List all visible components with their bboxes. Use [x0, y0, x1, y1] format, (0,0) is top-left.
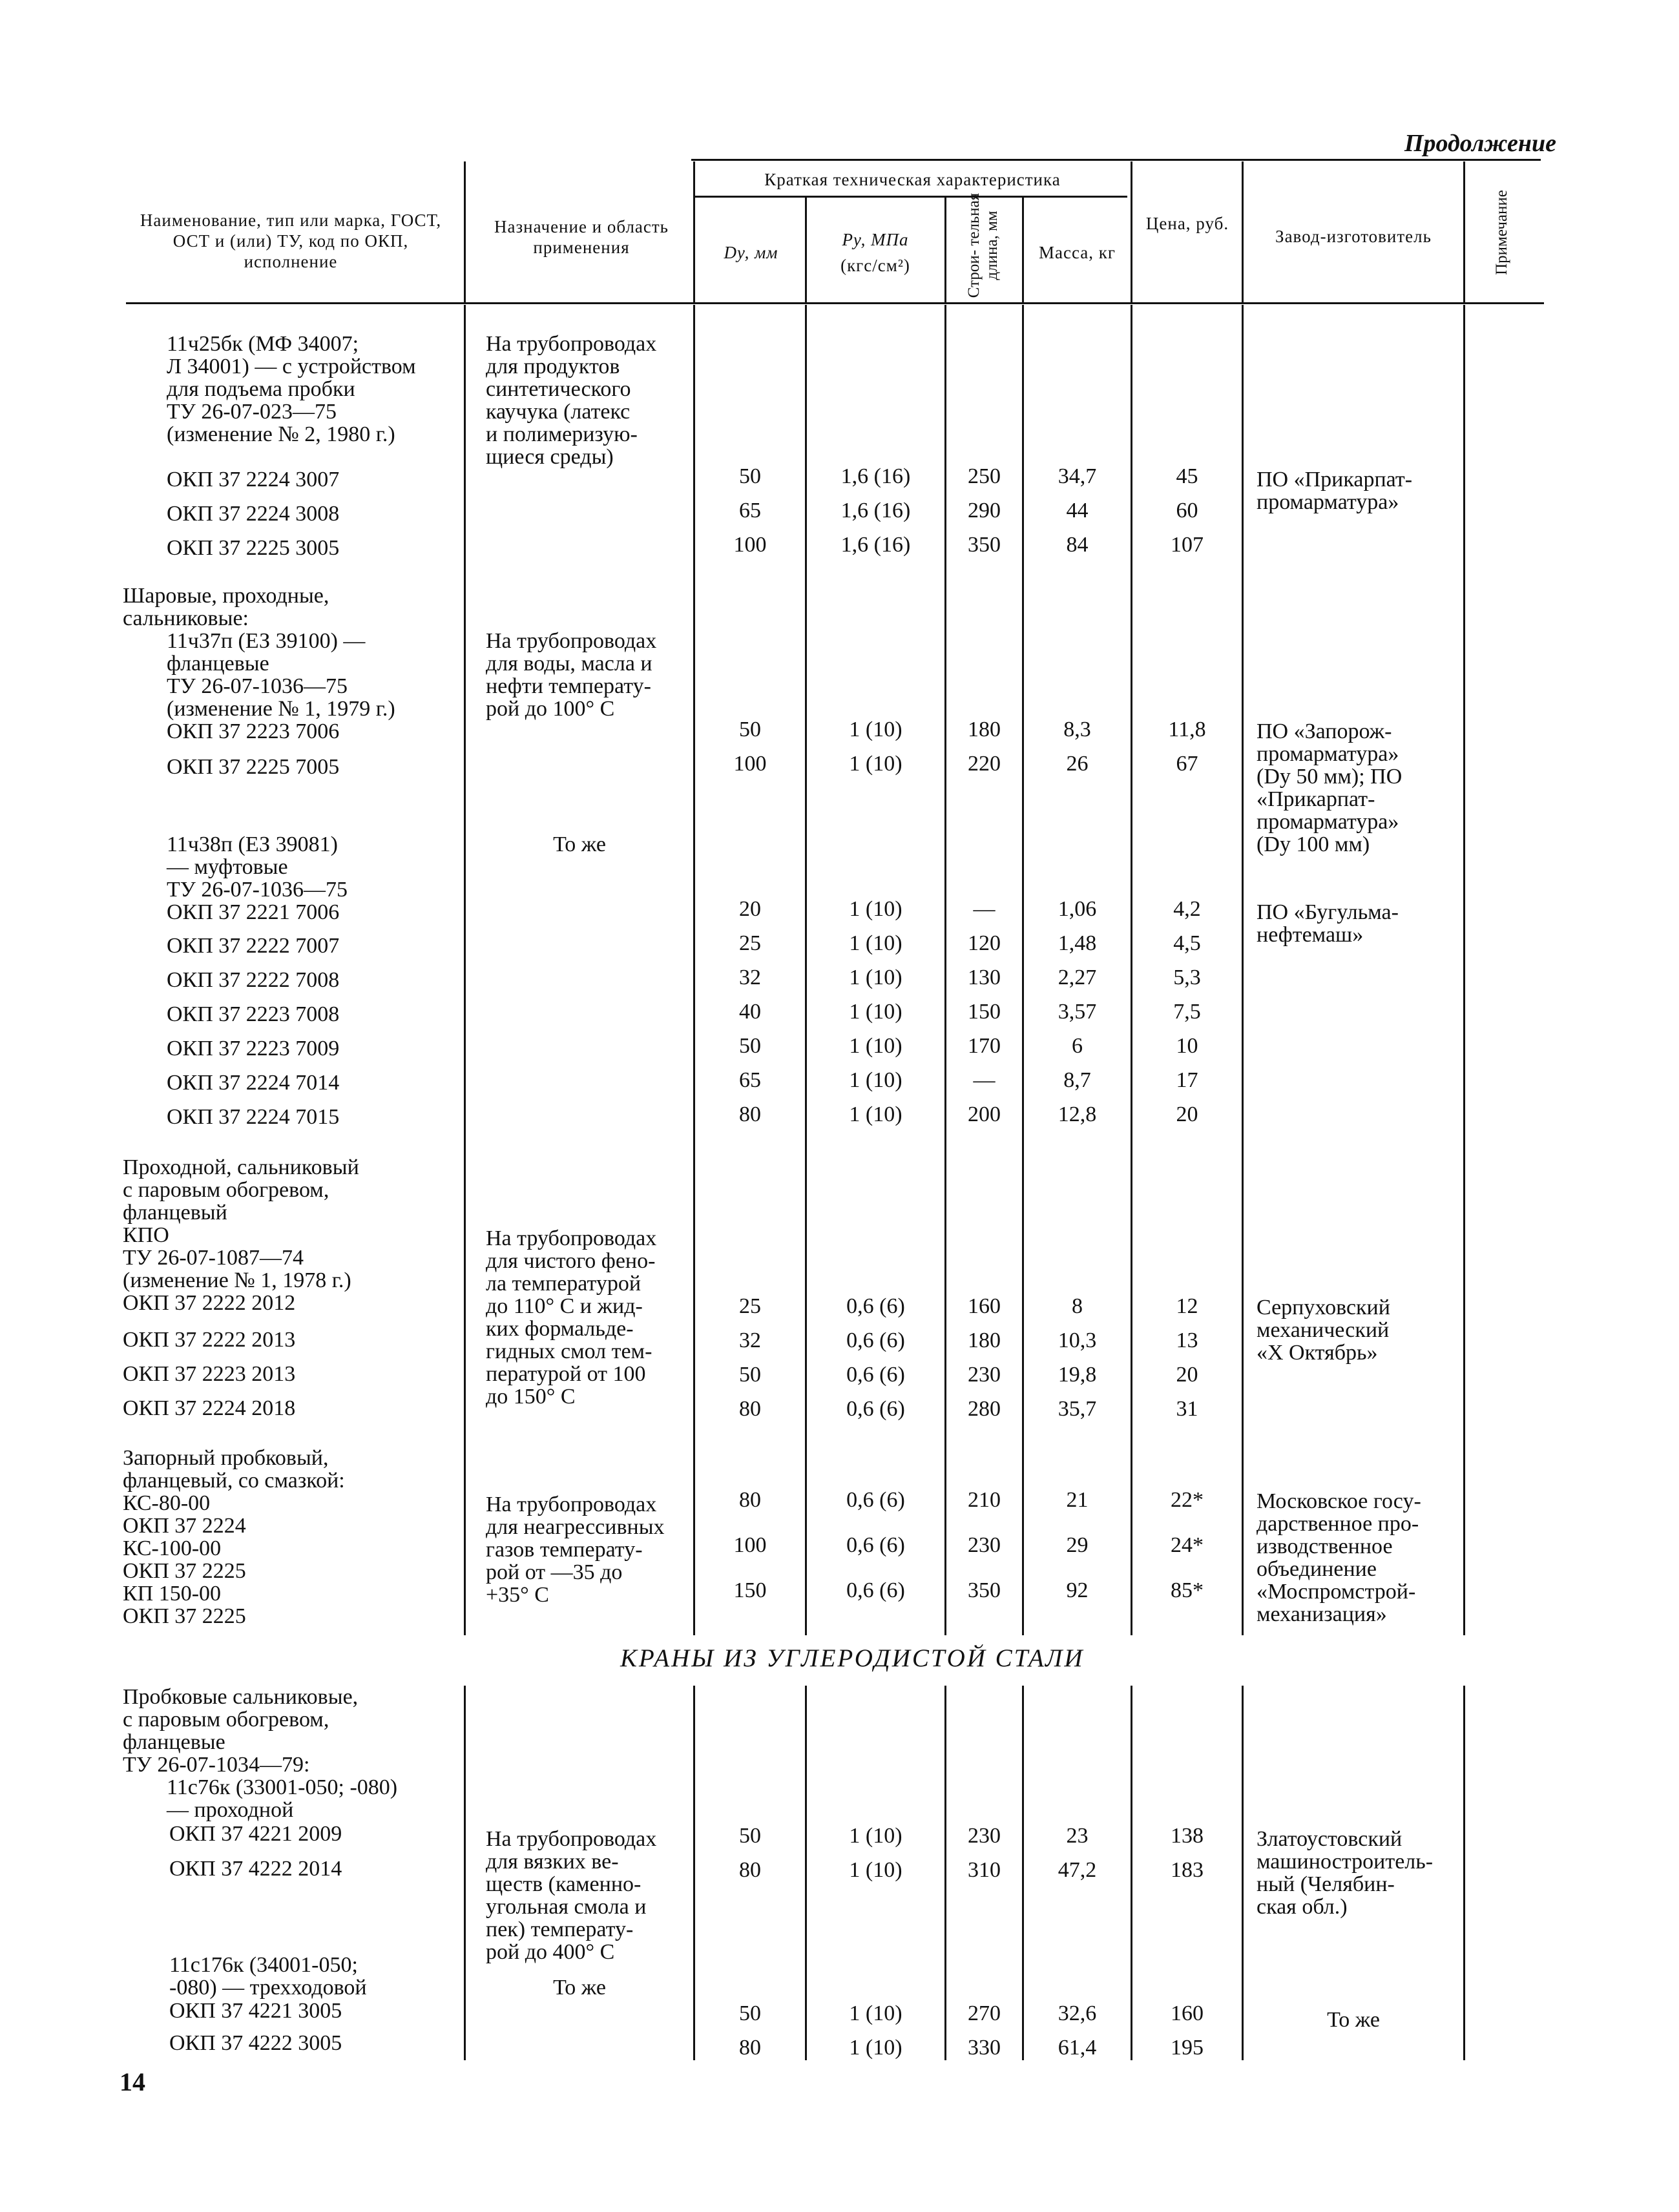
cell-price: 85* [1171, 1578, 1204, 1602]
cell-mass: 1,06 [1058, 897, 1097, 921]
cell-mass: 61,4 [1058, 2036, 1097, 2060]
cell-price: 183 [1171, 1858, 1204, 1882]
purpose-line: нефти температу- [486, 674, 651, 698]
name-line: 11ч38п (ЕЗ 39081) [167, 832, 338, 856]
group-name [123, 584, 329, 630]
cell-dy: 100 [733, 1533, 767, 1557]
cell-length: 330 [968, 2036, 1001, 2060]
maker-line: (Dу 100 мм) [1257, 832, 1370, 856]
purpose-line: На трубопроводах [486, 1226, 657, 1250]
cell-price: 10 [1176, 1034, 1198, 1058]
purpose-line: То же [553, 832, 606, 856]
name-line: (изменение № 2, 1980 г.) [167, 422, 395, 446]
group-line: Шаровые, проходные, [123, 584, 329, 608]
name-line: фланцевые [167, 652, 269, 676]
header-purpose: Назначение и область применения [494, 217, 669, 257]
maker-line: ская обл.) [1257, 1895, 1348, 1919]
maker-line: Московское госу- [1257, 1489, 1421, 1513]
cell-mass: 21 [1066, 1488, 1089, 1512]
cell-price: 160 [1171, 2001, 1204, 2025]
cell-mass: 34,7 [1058, 464, 1097, 488]
cell-py: 1 (10) [849, 1068, 902, 1092]
item-name [167, 833, 348, 901]
item-maker [1257, 468, 1412, 513]
cell-mass: 2,27 [1058, 966, 1097, 989]
okp-code: ОКП 37 2224 2018 [123, 1396, 296, 1420]
header-mass: Масса, кг [1039, 243, 1116, 262]
name-line: для подъема пробки [167, 377, 355, 401]
okp-code: ОКП 37 2222 2013 [123, 1328, 296, 1352]
header-dy: Dу, мм [724, 243, 778, 262]
name-line: 11ч37п (ЕЗ 39100) — [167, 629, 366, 653]
header-divider [464, 161, 466, 304]
okp-code: ОКП 37 2222 7007 [167, 934, 340, 958]
purpose-line: пературой от 100 [486, 1362, 646, 1386]
header-note-text: Примечание [1493, 190, 1510, 275]
item-purpose [486, 1227, 656, 1408]
cell-mass: 10,3 [1058, 1328, 1097, 1352]
cell-price: 24* [1171, 1533, 1204, 1557]
cell-py: 0,6 (6) [846, 1363, 905, 1387]
cell-dy: 50 [739, 464, 761, 488]
okp-code: ОКП 37 2224 3008 [167, 502, 340, 526]
cell-mass: 32,6 [1058, 2001, 1097, 2025]
maker-line: дарственное про- [1257, 1512, 1419, 1536]
item-purpose [466, 1976, 693, 1999]
cell-dy: 50 [739, 2001, 761, 2025]
cell-mass: 44 [1066, 499, 1089, 522]
header-py: Pу, МПа [842, 230, 909, 249]
column-divider [1242, 1686, 1244, 2060]
header-divider [1022, 197, 1024, 304]
cell-dy: 20 [739, 897, 761, 921]
name-line: фланцевые [123, 1730, 225, 1754]
header-bottom-rule [126, 302, 1544, 304]
cell-length: 120 [968, 931, 1001, 955]
item-maker [1257, 1828, 1433, 1918]
cell-py: 1 (10) [849, 966, 902, 989]
purpose-line: щиеся среды) [486, 445, 614, 469]
spec-divider-rule [694, 196, 1127, 198]
cell-py: 1 (10) [849, 1824, 902, 1848]
purpose-line: ла температурой [486, 1272, 641, 1296]
purpose-line: для продуктов [486, 355, 620, 378]
cell-py: 1 (10) [849, 1858, 902, 1882]
item-purpose [486, 630, 656, 720]
name-line: ОКП 37 2225 [123, 1604, 246, 1628]
maker-line: ПО «Запорож- [1257, 719, 1392, 743]
name-line: 11с76к (33001-050; -080) [167, 1775, 398, 1799]
purpose-line: На трубопроводах [486, 1493, 657, 1516]
maker-line: механизация» [1257, 1602, 1387, 1626]
header-divider [1463, 161, 1465, 304]
name-line: — проходной [167, 1798, 294, 1822]
maker-line: «Х Октябрь» [1257, 1341, 1378, 1365]
okp-code: ОКП 37 4222 2014 [169, 1857, 342, 1881]
cell-price: 107 [1171, 533, 1204, 557]
okp-code: ОКП 37 2222 2012 [123, 1291, 296, 1315]
name-line: ОКП 37 2224 [123, 1514, 246, 1538]
okp-code: ОКП 37 4221 2009 [169, 1822, 342, 1846]
purpose-line: +35° С [486, 1583, 549, 1607]
cell-length: 280 [968, 1397, 1001, 1421]
item-purpose [466, 833, 693, 856]
cell-length: 270 [968, 2001, 1001, 2025]
cell-py: 0,6 (6) [846, 1533, 905, 1557]
cell-price: 67 [1176, 752, 1198, 776]
item-name [123, 1686, 397, 1821]
maker-line: (Dу 50 мм); ПО [1257, 765, 1403, 789]
cell-py: 1 (10) [849, 1000, 902, 1024]
cell-dy: 80 [739, 1488, 761, 1512]
maker-line: изводственное [1257, 1535, 1393, 1558]
purpose-line: для чистого фено- [486, 1249, 656, 1273]
maker-line: промарматура» [1257, 490, 1399, 514]
cell-py: 1 (10) [849, 931, 902, 955]
purpose-line: То же [553, 1976, 606, 2000]
cell-py: 1 (10) [849, 1034, 902, 1058]
name-line: Л 34001) — с устройством [167, 355, 416, 378]
cell-mass: 1,48 [1058, 931, 1097, 955]
cell-dy: 50 [739, 1034, 761, 1058]
item-purpose [486, 1828, 656, 1963]
cell-dy: 65 [739, 1068, 761, 1092]
cell-price: 12 [1176, 1294, 1198, 1318]
header-divider [944, 197, 946, 304]
name-line: КПО [123, 1223, 169, 1247]
name-line: фланцевый [123, 1201, 227, 1225]
cell-length: — [973, 1068, 996, 1092]
header-length-text: Строи- тельная длина, мм [965, 192, 1001, 298]
okp-code: ОКП 37 2224 7015 [167, 1105, 340, 1129]
cell-py: 0,6 (6) [846, 1397, 905, 1421]
cell-mass: 6 [1072, 1034, 1083, 1058]
cell-dy: 80 [739, 1397, 761, 1421]
purpose-line: и полимеризую- [486, 422, 638, 446]
purpose-line: На трубопроводах [486, 1827, 657, 1851]
section-title: КРАНЫ ИЗ УГЛЕРОДИСТОЙ СТАЛИ [620, 1644, 1085, 1672]
cell-mass: 23 [1066, 1824, 1089, 1848]
name-line: ОКП 37 2225 [123, 1559, 246, 1583]
cell-length: 180 [968, 1328, 1001, 1352]
cell-dy: 100 [733, 752, 767, 776]
cell-py: 1 (10) [849, 897, 902, 921]
cell-price: 195 [1171, 2036, 1204, 2060]
okp-code: ОКП 37 2225 3005 [167, 536, 340, 560]
okp-code: ОКП 37 2221 7006 [167, 900, 340, 924]
item-name [123, 1156, 359, 1292]
name-line: -080) — трехходовой [169, 1976, 367, 2000]
okp-code: ОКП 37 2224 7014 [167, 1071, 340, 1095]
item-maker [1257, 901, 1399, 946]
name-line: КС-80-00 [123, 1491, 211, 1515]
cell-price: 20 [1176, 1363, 1198, 1387]
cell-dy: 25 [739, 931, 761, 955]
purpose-line: газов температу- [486, 1538, 643, 1562]
name-line: фланцевый, со смазкой: [123, 1469, 345, 1493]
maker-line: промарматура» [1257, 742, 1399, 766]
purpose-line: угольная смола и [486, 1895, 647, 1919]
purpose-line: для воды, масла и [486, 652, 652, 676]
cell-py: 1 (10) [849, 2036, 902, 2060]
cell-length: 310 [968, 1858, 1001, 1882]
header-name: Наименование, тип или марка, ГОСТ, ОСТ и (или) ТУ, код по ОКП, исполнение [140, 211, 442, 271]
header-price: Цена, руб. [1145, 214, 1229, 233]
name-line: ТУ 26-07-1036—75 [167, 878, 348, 902]
name-line: с паровым обогревом, [123, 1708, 329, 1731]
cell-py: 1 (10) [849, 718, 902, 741]
maker-line: То же [1327, 2008, 1380, 2032]
cell-dy: 32 [739, 1328, 761, 1352]
cell-price: 138 [1171, 1824, 1204, 1848]
name-line: Пробковые сальниковые, [123, 1685, 359, 1709]
okp-code: ОКП 37 2223 2013 [123, 1362, 296, 1386]
maker-line: Златоустовский [1257, 1827, 1403, 1851]
cell-price: 4,5 [1173, 931, 1201, 955]
cell-price: 60 [1176, 499, 1198, 522]
cell-dy: 80 [739, 1858, 761, 1882]
cell-py: 1,6 (16) [840, 464, 911, 488]
item-purpose [486, 333, 656, 468]
cell-length: 150 [968, 1000, 1001, 1024]
item-purpose [486, 1493, 665, 1606]
cell-length: 290 [968, 499, 1001, 522]
cell-mass: 8 [1072, 1294, 1083, 1318]
purpose-line: синтетического [486, 377, 631, 401]
item-name [167, 333, 416, 446]
cell-price: 13 [1176, 1328, 1198, 1352]
cell-length: 180 [968, 718, 1001, 741]
cell-dy: 40 [739, 1000, 761, 1024]
cell-dy: 80 [739, 2036, 761, 2060]
header-divider [805, 197, 807, 304]
cell-price: 5,3 [1173, 966, 1201, 989]
maker-line: машиностроитель- [1257, 1850, 1434, 1874]
maker-line: нефтемаш» [1257, 923, 1364, 947]
cell-length: 350 [968, 1578, 1001, 1602]
cell-dy: 50 [739, 718, 761, 741]
cell-mass: 47,2 [1058, 1858, 1097, 1882]
cell-py: 1 (10) [849, 752, 902, 776]
cell-price: 4,2 [1173, 897, 1201, 921]
item-maker [1257, 1296, 1390, 1364]
cell-py: 0,6 (6) [846, 1294, 905, 1318]
cell-mass: 19,8 [1058, 1363, 1097, 1387]
maker-line: ПО «Бугульма- [1257, 900, 1399, 924]
cell-length: 230 [968, 1824, 1001, 1848]
maker-line: ПО «Прикарпат- [1257, 468, 1413, 491]
cell-price: 17 [1176, 1068, 1198, 1092]
header-divider [693, 161, 695, 304]
cell-length: 210 [968, 1488, 1001, 1512]
maker-line: промарматура» [1257, 810, 1399, 834]
okp-code: ОКП 37 2223 7008 [167, 1002, 340, 1026]
name-line: КС-100-00 [123, 1536, 222, 1560]
cell-length: 160 [968, 1294, 1001, 1318]
purpose-line: рой от —35 до [486, 1560, 623, 1584]
maker-line: объединение [1257, 1557, 1377, 1581]
cell-mass: 8,7 [1063, 1068, 1091, 1092]
item-name [169, 1954, 367, 1999]
name-line: — муфтовые [167, 855, 288, 879]
name-line: Проходной, сальниковый [123, 1155, 359, 1179]
cell-mass: 8,3 [1063, 718, 1091, 741]
cell-length: 220 [968, 752, 1001, 776]
purpose-line: каучука (латекс [486, 400, 631, 424]
header-spec: Краткая техническая характеристика [764, 170, 1061, 189]
cell-py: 0,6 (6) [846, 1578, 905, 1602]
column-divider [1242, 305, 1244, 1635]
cell-length: — [973, 897, 996, 921]
name-line: ТУ 26-07-1034—79: [123, 1753, 310, 1777]
purpose-line: На трубопроводах [486, 332, 657, 356]
cell-length: 170 [968, 1034, 1001, 1058]
column-divider [1463, 305, 1465, 1635]
header-divider [1131, 161, 1132, 304]
name-line: КП 150-00 [123, 1582, 222, 1606]
maker-line: «Прикарпат- [1257, 787, 1375, 811]
name-line: 11с176к (34001-050; [169, 1953, 358, 1977]
cell-length: 130 [968, 966, 1001, 989]
item-maker [1257, 1490, 1421, 1626]
okp-code: ОКП 37 2223 7009 [167, 1037, 340, 1060]
item-maker [1244, 2009, 1463, 2031]
purpose-line: для вязких ве- [486, 1850, 619, 1874]
purpose-line: ких формальде- [486, 1317, 634, 1341]
continuation-label: Продолжение [1404, 130, 1556, 157]
maker-line: Серпуховский [1257, 1296, 1390, 1319]
header-length [965, 187, 1001, 304]
item-name [123, 1447, 345, 1628]
page-number: 14 [120, 2067, 145, 2096]
okp-code: ОКП 37 2224 3007 [167, 468, 340, 491]
cell-dy: 32 [739, 966, 761, 989]
cell-mass: 35,7 [1058, 1397, 1097, 1421]
name-line: (изменение № 1, 1978 г.) [123, 1268, 351, 1292]
purpose-line: гидных смол тем- [486, 1339, 652, 1363]
header-top-rule [691, 159, 1541, 161]
name-line: (изменение № 1, 1979 г.) [167, 697, 395, 721]
header-divider [1242, 161, 1244, 304]
cell-dy: 50 [739, 1363, 761, 1387]
name-line: ТУ 26-07-1036—75 [167, 674, 348, 698]
purpose-line: до 150° С [486, 1385, 576, 1409]
name-line: Запорный пробковый, [123, 1446, 329, 1470]
name-line: ТУ 26-07-023—75 [167, 400, 337, 424]
cell-mass: 84 [1066, 533, 1089, 557]
header-note [1489, 168, 1515, 297]
name-line: ТУ 26-07-1087—74 [123, 1246, 304, 1270]
cell-dy: 80 [739, 1102, 761, 1126]
cell-length: 350 [968, 533, 1001, 557]
purpose-line: пек) температу- [486, 1917, 634, 1941]
cell-mass: 26 [1066, 752, 1089, 776]
cell-price: 11,8 [1168, 718, 1206, 741]
cell-length: 250 [968, 464, 1001, 488]
cell-mass: 29 [1066, 1533, 1089, 1557]
cell-py: 1 (10) [849, 2001, 902, 2025]
maker-line: «Моспромстрой- [1257, 1580, 1416, 1604]
cell-dy: 25 [739, 1294, 761, 1318]
okp-code: ОКП 37 2223 7006 [167, 719, 340, 743]
name-line: с паровым обогревом, [123, 1178, 329, 1202]
cell-py: 1 (10) [849, 1102, 902, 1126]
column-divider [464, 305, 466, 1635]
column-divider [464, 1686, 466, 2060]
cell-py: 1,6 (16) [840, 533, 911, 557]
maker-line: ный (Челябин- [1257, 1872, 1395, 1896]
purpose-line: ществ (каменно- [486, 1872, 641, 1896]
cell-py: 0,6 (6) [846, 1488, 905, 1512]
cell-length: 230 [968, 1533, 1001, 1557]
header-py-units: (кгс/см²) [840, 256, 910, 275]
cell-mass: 12,8 [1058, 1102, 1097, 1126]
maker-line: механический [1257, 1318, 1390, 1342]
column-divider [1463, 1686, 1465, 2060]
purpose-line: На трубопроводах [486, 629, 657, 653]
purpose-line: для неагрессивных [486, 1515, 665, 1539]
okp-code: ОКП 37 4221 3005 [169, 1999, 342, 2023]
item-maker [1257, 720, 1402, 856]
cell-dy: 150 [733, 1578, 767, 1602]
cell-mass: 92 [1066, 1578, 1089, 1602]
header-maker: Завод-изготовитель [1275, 227, 1432, 246]
purpose-line: до 110° С и жид- [486, 1294, 643, 1318]
cell-price: 7,5 [1173, 1000, 1201, 1024]
cell-price: 22* [1171, 1488, 1204, 1512]
purpose-line: рой до 400° С [486, 1940, 615, 1964]
cell-dy: 100 [733, 533, 767, 557]
cell-price: 20 [1176, 1102, 1198, 1126]
cell-dy: 50 [739, 1824, 761, 1848]
okp-code: ОКП 37 2222 7008 [167, 968, 340, 992]
item-name [167, 630, 395, 720]
cell-price: 45 [1176, 464, 1198, 488]
cell-py: 1,6 (16) [840, 499, 911, 522]
cell-py: 0,6 (6) [846, 1328, 905, 1352]
cell-length: 230 [968, 1363, 1001, 1387]
okp-code: ОКП 37 4222 3005 [169, 2031, 342, 2055]
cell-dy: 65 [739, 499, 761, 522]
purpose-line: рой до 100° С [486, 697, 615, 721]
cell-mass: 3,57 [1058, 1000, 1097, 1024]
cell-length: 200 [968, 1102, 1001, 1126]
cell-price: 31 [1176, 1397, 1198, 1421]
name-line: 11ч25бк (МФ 34007; [167, 332, 359, 356]
okp-code: ОКП 37 2225 7005 [167, 755, 340, 779]
group-line: сальниковые: [123, 606, 249, 630]
